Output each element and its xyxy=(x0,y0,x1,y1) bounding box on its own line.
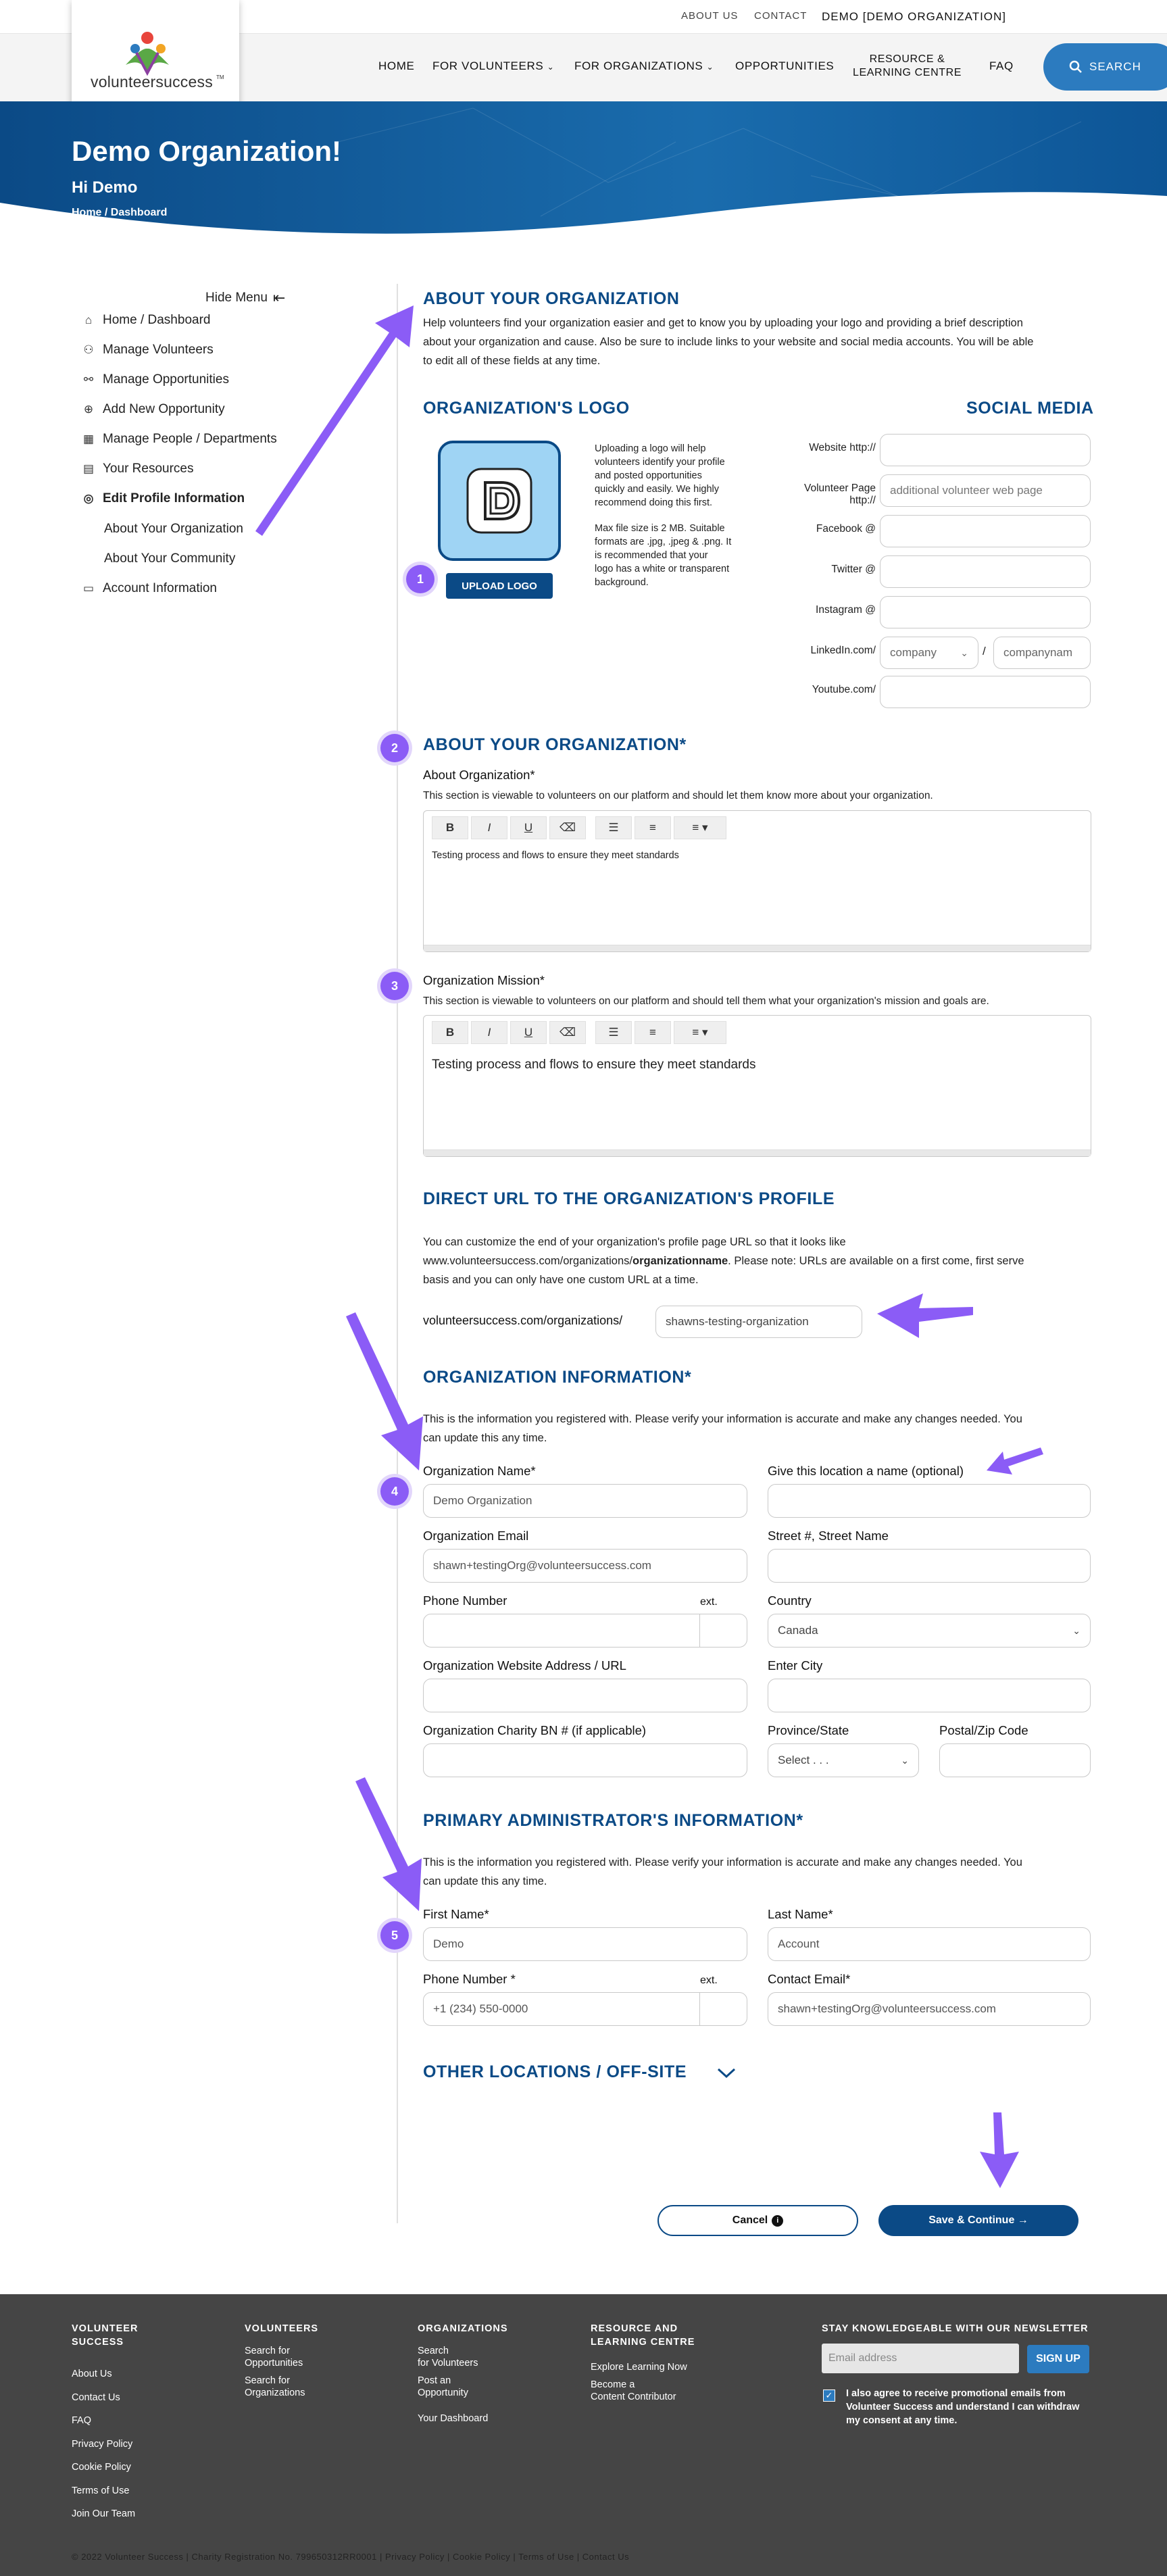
about-org-label: About Organization* xyxy=(423,768,535,782)
step-badge-5: 5 xyxy=(380,1921,409,1950)
chevron-down-icon: ⌄ xyxy=(901,1754,909,1766)
building-icon: ▦ xyxy=(82,432,95,445)
postal-label: Postal/Zip Code xyxy=(939,1723,1028,1737)
url-help-line: You can customize the end of your organization's profile page URL so that it looks like xyxy=(423,1236,846,1248)
twitter-label: Twitter @ xyxy=(831,564,876,575)
footer-link-cookie[interactable]: Cookie Policy xyxy=(72,2462,131,2473)
add-opportunity-icon: ⊕ xyxy=(83,403,94,416)
cancel-button-label: Cancel xyxy=(732,2214,768,2226)
annotation-arrow xyxy=(987,1447,1043,1475)
url-help-line: basis and you can only have one custom URL at a time. xyxy=(423,1274,699,1286)
nav-resource-line2: LEARNING CENTRE xyxy=(853,67,962,78)
folder-icon: ▤ xyxy=(82,462,95,475)
org-info-heading: ORGANIZATION INFORMATION* xyxy=(423,1368,692,1387)
footer-link-terms[interactable]: Terms of Use xyxy=(72,2485,130,2496)
url-help-note: . Please note: URLs are available on a first come, first serve xyxy=(728,1255,1024,1267)
logo-help-line: quickly and easily. We highly xyxy=(595,484,720,495)
numbered-list-button[interactable]: ≡ xyxy=(635,1021,671,1044)
logo-help-line: Uploading a logo will help xyxy=(595,443,706,454)
underline-button[interactable]: U xyxy=(510,816,547,839)
consent-checkbox[interactable] xyxy=(823,2389,835,2402)
sidebar-item-label: Manage People / Departments xyxy=(103,432,277,446)
sidebar-item-label: Home / Dashboard xyxy=(103,313,211,327)
org-email-input[interactable]: shawn+testingOrg@volunteersuccess.com xyxy=(423,1549,747,1583)
sidebar-item-label: Manage Opportunities xyxy=(103,372,229,387)
url-prefix: volunteersuccess.com/organizations/ xyxy=(423,1314,623,1327)
italic-button[interactable]: I xyxy=(471,1021,507,1044)
city-label: Enter City xyxy=(768,1658,823,1673)
nav-resource-line1: RESOURCE & xyxy=(869,53,945,65)
about-org-heading: ABOUT YOUR ORGANIZATION* xyxy=(423,735,687,754)
underline-button[interactable]: U xyxy=(510,1021,547,1044)
url-section-heading: DIRECT URL TO THE ORGANIZATION'S PROFILE xyxy=(423,1189,835,1208)
url-help-placeholder: organizationname xyxy=(632,1255,728,1267)
info-icon: i xyxy=(772,2215,783,2227)
bold-button[interactable]: B xyxy=(432,816,468,839)
annotation-arrow xyxy=(980,2112,1019,2188)
chevron-down-icon: ⌄ xyxy=(706,62,714,72)
footer-link-post-opportunity[interactable] xyxy=(418,2375,468,2399)
chevron-down-icon: ⌄ xyxy=(1072,1625,1081,1636)
youtube-label: Youtube.com/ xyxy=(812,684,876,695)
footer-link-privacy[interactable]: Privacy Policy xyxy=(72,2438,133,2450)
logo-help-line: volunteers identify your profile xyxy=(595,457,725,468)
admin-phone-label: Phone Number * xyxy=(423,1972,516,1986)
facebook-label: Facebook @ xyxy=(816,523,876,535)
about-intro-line: Help volunteers find your organization easier and get to know you by uploading your logo and providing a brief description xyxy=(423,317,1023,329)
breadcrumb[interactable]: Home / Dashboard xyxy=(72,207,168,218)
site-footer xyxy=(0,2294,1167,2576)
social-section-heading: SOCIAL MEDIA xyxy=(966,399,1094,418)
country-value: Canada xyxy=(778,1624,818,1637)
footer-link-line: Search xyxy=(418,2346,449,2356)
footer-heading-volunteers: VOLUNTEERS xyxy=(245,2323,319,2334)
copyright-bar: © 2022 Volunteer Success | Charity Registration No. 799650312RR0001 | Privacy Policy | Cookie Policy | Terms of Use | Contact Us xyxy=(72,2552,630,2562)
newsletter-signup-button[interactable]: SIGN UP xyxy=(1027,2345,1089,2373)
province-label: Province/State xyxy=(768,1723,849,1737)
volunteer-page-input[interactable]: additional volunteer web page xyxy=(880,474,1091,507)
footer-link-line: Search for xyxy=(245,2346,290,2356)
logo-help-line: recommend doing this first. xyxy=(595,497,713,508)
annotation-arrow xyxy=(255,305,414,536)
org-website-label: Organization Website Address / URL xyxy=(423,1658,626,1673)
about-intro-line: to edit all of these fields at any time. xyxy=(423,355,601,367)
account-org-link[interactable]: DEMO [DEMO ORGANIZATION] xyxy=(822,10,1007,23)
nav-home[interactable]: HOME xyxy=(378,59,415,72)
consent-line: Volunteer Success and understand I can withdraw xyxy=(846,2402,1080,2412)
footer-link-line: for Volunteers xyxy=(418,2358,478,2369)
footer-heading-line: LEARNING CENTRE xyxy=(591,2337,695,2348)
footer-link-dashboard[interactable]: Your Dashboard xyxy=(418,2413,489,2424)
collapse-arrow-icon: ⇤ xyxy=(272,289,286,306)
logo-help-line: formats are .jpg, .jpeg & .png. It xyxy=(595,537,732,547)
footer-link-line: Post an xyxy=(418,2375,451,2386)
org-email-label: Organization Email xyxy=(423,1529,529,1543)
footer-link-search-volunteers[interactable] xyxy=(418,2345,478,2369)
step-badge-1: 1 xyxy=(406,565,434,593)
sidebar-item-label: Your Resources xyxy=(103,462,194,476)
footer-link-line: Opportunities xyxy=(245,2358,303,2369)
org-info-help: can update this any time. xyxy=(423,1432,547,1444)
numbered-list-button[interactable]: ≡ xyxy=(635,816,671,839)
footer-link-line: Content Contributor xyxy=(591,2392,676,2402)
footer-link-contact[interactable]: Contact Us xyxy=(72,2392,120,2403)
contact-email-label: Contact Email* xyxy=(768,1972,851,1986)
profile-icon: ◎ xyxy=(83,492,94,505)
last-name-input[interactable]: Account xyxy=(768,1927,1091,1961)
about-org-text[interactable]: Testing process and flows to ensure they meet standards xyxy=(432,850,679,861)
about-us-link[interactable]: ABOUT US xyxy=(681,10,739,22)
phone-ext-label: ext. xyxy=(700,1596,718,1608)
admin-info-help: can update this any time. xyxy=(423,1875,547,1887)
logo-section-heading: ORGANIZATION'S LOGO xyxy=(423,399,630,418)
chevron-down-icon: ⌄ xyxy=(547,62,555,72)
org-info-help: This is the information you registered with. Please verify your information is accurate and make any changes needed. You xyxy=(423,1413,1022,1425)
nav-opportunities[interactable]: OPPORTUNITIES xyxy=(735,59,835,72)
nav-faq[interactable]: FAQ xyxy=(989,59,1014,72)
logo-help-line: and posted opportunities xyxy=(595,470,702,481)
page-subtitle: Hi Demo xyxy=(72,178,138,197)
org-name-label: Organization Name* xyxy=(423,1464,536,1478)
contact-link[interactable]: CONTACT xyxy=(754,10,808,22)
footer-link-line: Organizations xyxy=(245,2387,305,2398)
linkedin-type-value: company xyxy=(890,646,937,659)
footer-link-join[interactable]: Join Our Team xyxy=(72,2508,136,2519)
logo-help-line: is recommended that your xyxy=(595,550,708,561)
id-card-icon: ▭ xyxy=(82,582,95,595)
step-badge-4: 4 xyxy=(380,1477,409,1506)
footer-link-about[interactable]: About Us xyxy=(72,2369,112,2379)
logo-tm: TM xyxy=(216,74,224,80)
home-icon: ⌂ xyxy=(84,314,93,326)
admin-phone-input[interactable]: +1 (234) 550-0000 xyxy=(433,2002,528,2015)
nav-for-volunteers-label: FOR VOLUNTEERS xyxy=(432,59,544,72)
linkedin-slash: / xyxy=(983,645,986,658)
chevron-down-icon: ⌄ xyxy=(960,647,968,658)
bold-button[interactable]: B xyxy=(432,1021,468,1044)
consent-line: I also agree to receive promotional emails from xyxy=(846,2388,1066,2399)
mission-label: Organization Mission* xyxy=(423,973,545,987)
sidebar-item-label: About Your Organization xyxy=(104,522,243,536)
sidebar-item-label: About Your Community xyxy=(104,551,236,566)
step-badge-2: 2 xyxy=(380,734,409,762)
bullet-list-button[interactable]: ☰ xyxy=(595,1021,632,1044)
last-name-label: Last Name* xyxy=(768,1907,833,1921)
footer-heading-line: VOLUNTEER xyxy=(72,2323,139,2334)
contact-email-input[interactable]: shawn+testingOrg@volunteersuccess.com xyxy=(768,1992,1091,2026)
sidebar-item-label: Edit Profile Information xyxy=(103,491,245,505)
footer-link-search-organizations[interactable] xyxy=(245,2375,305,2399)
location-name-label: Give this location a name (optional) xyxy=(768,1464,964,1478)
instagram-label: Instagram @ xyxy=(816,604,876,616)
eraser-button[interactable]: ⌫ xyxy=(549,816,586,839)
org-name-input[interactable]: Demo Organization xyxy=(423,1484,747,1518)
footer-heading-line: RESOURCE AND xyxy=(591,2323,678,2334)
footer-heading-organizations: ORGANIZATIONS xyxy=(418,2323,508,2334)
footer-link-faq[interactable]: FAQ xyxy=(72,2415,92,2426)
website-label: Website http:// xyxy=(809,442,876,453)
footer-link-search-opportunities[interactable] xyxy=(245,2345,303,2369)
footer-heading-line: SUCCESS xyxy=(72,2337,124,2348)
about-section-heading: ABOUT YOUR ORGANIZATION xyxy=(423,289,680,308)
charity-bn-label: Organization Charity BN # (if applicable) xyxy=(423,1723,647,1737)
hide-menu-label: Hide Menu xyxy=(205,291,268,305)
consent-text xyxy=(846,2387,1079,2427)
page-title: Demo Organization! xyxy=(72,135,342,167)
italic-button[interactable]: I xyxy=(471,816,507,839)
mission-help: This section is viewable to volunteers on our platform and should tell them what your organization's mission and goals are. xyxy=(423,995,989,1007)
logo-help-line: background. xyxy=(595,577,649,588)
checkmark-icon: ✓ xyxy=(825,2390,833,2400)
sidebar-item-label: Manage Volunteers xyxy=(103,343,214,357)
volunteer-page-label: Volunteer Page http:// xyxy=(803,482,876,506)
url-help-domain: www.volunteersuccess.com/organizations/ xyxy=(423,1255,632,1267)
footer-link-line: Become a xyxy=(591,2379,635,2390)
first-name-input[interactable]: Demo xyxy=(423,1927,747,1961)
admin-info-heading: PRIMARY ADMINISTRATOR'S INFORMATION* xyxy=(423,1811,803,1830)
step-badge-3: 3 xyxy=(380,972,409,1000)
annotation-arrow xyxy=(877,1293,973,1338)
footer-heading-resources xyxy=(591,2322,695,2349)
footer-link-line: Search for xyxy=(245,2375,290,2386)
footer-link-line: Opportunity xyxy=(418,2387,468,2398)
sidebar-item-label: Account Information xyxy=(103,581,217,595)
mission-text[interactable]: Testing process and flows to ensure they meet standards xyxy=(432,1058,756,1072)
footer-heading-vs xyxy=(72,2322,138,2349)
footer-col-vs xyxy=(72,2362,135,2526)
footer-link-content-contributor[interactable] xyxy=(591,2379,676,2403)
nav-for-organizations-label: FOR ORGANIZATIONS xyxy=(574,59,703,72)
eraser-button[interactable]: ⌫ xyxy=(549,1021,586,1044)
linkedin-label: LinkedIn.com/ xyxy=(810,645,876,656)
bullet-list-button[interactable]: ☰ xyxy=(595,816,632,839)
about-org-help: This section is viewable to volunteers on our platform and should let them know more about your organization. xyxy=(423,790,933,801)
consent-line: my consent at any time. xyxy=(846,2415,958,2426)
align-button[interactable]: ≡ ▾ xyxy=(674,1021,726,1044)
upload-logo-button[interactable]: UPLOAD LOGO xyxy=(446,573,553,599)
admin-ext-label: ext. xyxy=(700,1975,718,1986)
first-name-label: First Name* xyxy=(423,1907,489,1921)
logo-wordmark: volunteersuccess xyxy=(91,73,213,91)
footer-link-explore-learning[interactable]: Explore Learning Now xyxy=(591,2362,687,2373)
search-button-label: SEARCH xyxy=(1089,60,1141,73)
street-label: Street #, Street Name xyxy=(768,1529,889,1543)
users-icon: ⚇ xyxy=(83,343,94,356)
about-intro-line: about your organization and cause. Also be sure to include links to your website and social media accounts. You will be able xyxy=(423,336,1034,348)
annotation-arrow xyxy=(346,1312,423,1470)
province-value: Select . . . xyxy=(778,1754,829,1766)
custom-url-input[interactable]: shawns-testing-organization xyxy=(655,1306,862,1338)
save-continue-button[interactable]: Save & Continue → xyxy=(878,2205,1078,2236)
other-locations-heading: OTHER LOCATIONS / OFF-SITE xyxy=(423,2062,687,2081)
newsletter-heading: STAY KNOWLEDGEABLE WITH OUR NEWSLETTER xyxy=(822,2323,1089,2334)
phone-label: Phone Number xyxy=(423,1593,507,1608)
align-button[interactable]: ≡ ▾ xyxy=(674,816,726,839)
country-label: Country xyxy=(768,1593,812,1608)
sidebar-item-label: Add New Opportunity xyxy=(103,402,225,416)
logo-help-line: Max file size is 2 MB. Suitable xyxy=(595,523,725,534)
logo-help-line: logo has a white or transparent xyxy=(595,564,730,574)
newsletter-email-input[interactable]: Email address xyxy=(822,2344,1019,2373)
linkedin-name-input[interactable]: companynam xyxy=(993,637,1091,669)
handshake-icon: ⚯ xyxy=(83,373,94,386)
admin-info-help: This is the information you registered with. Please verify your information is accurate and make any changes needed. You xyxy=(423,1856,1022,1868)
annotation-arrow xyxy=(355,1777,422,1911)
